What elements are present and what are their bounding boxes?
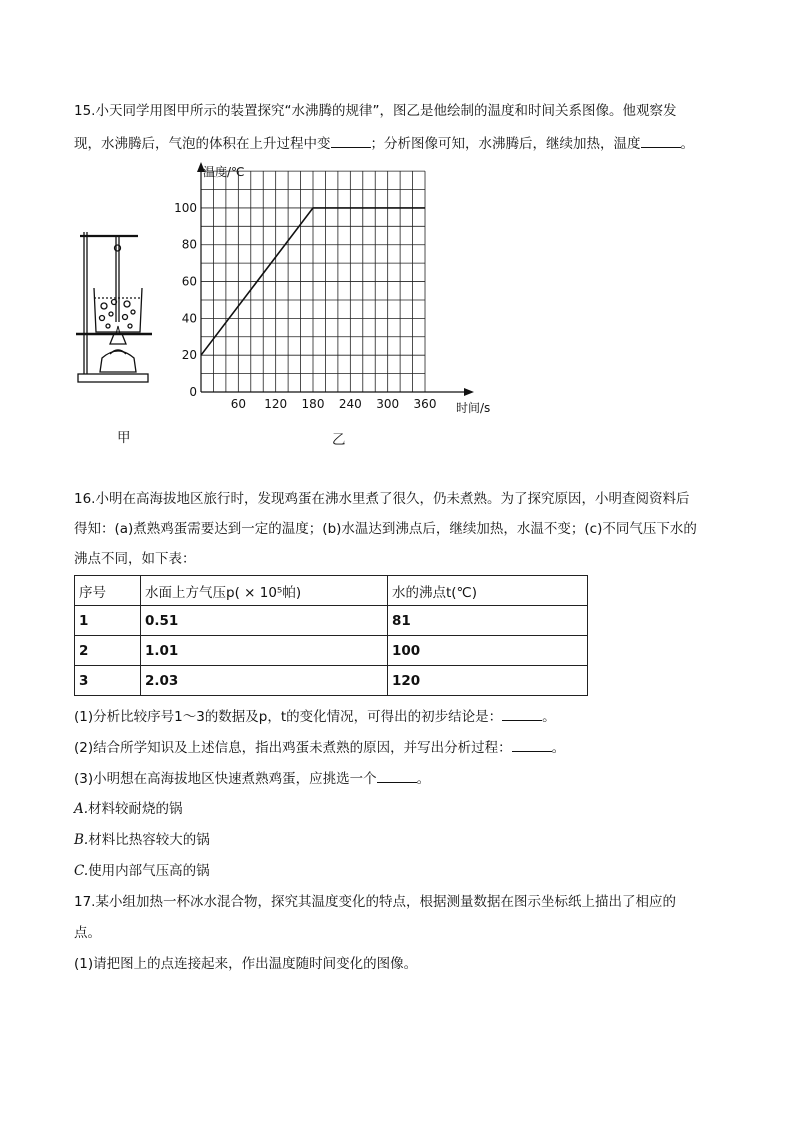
q15-line2 [74, 133, 694, 154]
table-row [75, 666, 588, 696]
table-cell: 0.51 [141, 606, 388, 636]
apparatus-figure [70, 222, 170, 392]
table-cell: 2.03 [141, 666, 388, 696]
x-tick-label: 300 [376, 397, 400, 411]
q16-option-c[interactable] [74, 861, 210, 881]
table-cell: 1 [75, 606, 141, 636]
table-cell: 2 [75, 636, 141, 666]
table-header-row [75, 576, 588, 606]
q16-sub3-text: (3)小明想在高海拔地区快速煮熟鸡蛋，应挑选一个 [74, 771, 377, 787]
y-tick-label: 60 [181, 274, 197, 289]
table-header-cell: 水面上方气压p( × 10⁵帕) [141, 576, 388, 606]
y-tick-label: 40 [181, 311, 197, 326]
q16-answer-blank-2[interactable] [512, 737, 552, 752]
q16-line1: 16.小明在高海拔地区旅行时，发现鸡蛋在沸水里煮了很久，仍未煮熟。为了探究原因，小明查阅资料后 [74, 491, 690, 507]
table-row [75, 636, 588, 666]
table-cell: 100 [388, 636, 588, 666]
x-tick-label: 360 [413, 397, 437, 411]
q16-line2: 得知：(a)煮熟鸡蛋需要达到一定的温度；(b)水温达到沸点后，继续加热，水温不变；(c)不同气压下水的 [74, 521, 697, 537]
x-tick-label: 180 [301, 397, 325, 411]
q15-answer-blank-1[interactable] [331, 133, 371, 148]
option-c-letter: C. [74, 863, 89, 879]
q15-line2-end: 。 [680, 136, 694, 152]
q16-sub2-text: (2)结合所学知识及上述信息，指出鸡蛋未煮熟的原因，并写出分析过程： [74, 740, 512, 756]
q16-sub2-end: 。 [551, 740, 566, 756]
option-a-text: 材料较耐烧的锅 [88, 801, 183, 817]
y-tick-label: 100 [174, 200, 197, 215]
table-cell: 81 [388, 606, 588, 636]
temperature-time-chart [174, 160, 498, 430]
x-axis-arrow [464, 388, 474, 396]
q15-line2-part1: 现，水沸腾后，气泡的体积在上升过程中变 [74, 136, 331, 152]
x-axis-label: 时间/s [456, 401, 491, 415]
q15-answer-blank-2[interactable] [641, 133, 681, 148]
table-row [75, 606, 588, 636]
q15-line2-part2: ；分析图像可知，水沸腾后，继续加热，温度 [370, 136, 641, 152]
table-header-cell: 水的沸点t(℃) [388, 576, 588, 606]
origin-label: 0 [189, 385, 197, 399]
y-tick-label: 20 [181, 348, 197, 363]
x-tick-label: 120 [264, 397, 288, 411]
option-b-letter: B. [74, 832, 89, 848]
option-b-text: 材料比热容较大的锅 [88, 832, 210, 848]
q16-option-b[interactable] [74, 830, 210, 850]
option-a-letter: A. [74, 801, 89, 817]
q16-sub3-end: 。 [416, 771, 431, 787]
q16-answer-blank-3[interactable] [377, 768, 417, 783]
q16-sub1-text: (1)分析比较序号1～3的数据及p，t的变化情况，可得出的初步结论是： [74, 709, 503, 725]
table-cell: 1.01 [141, 636, 388, 666]
q15-line1: 15.小天同学用图甲所示的装置探究“水沸腾的规律”，图乙是他绘制的温度和时间关系图像。他观察发 [74, 103, 677, 119]
q16-sub1-end: 。 [542, 709, 556, 725]
q17-line2: 点。 [74, 925, 101, 941]
x-tick-label: 60 [230, 397, 246, 411]
table-cell: 120 [388, 666, 588, 696]
y-tick-label: 80 [181, 237, 197, 252]
table-cell: 3 [75, 666, 141, 696]
figure-label-jia: 甲 [117, 430, 131, 446]
figure-label-yi: 乙 [332, 432, 346, 448]
boiling-point-table [74, 575, 588, 696]
x-tick-label: 240 [338, 397, 362, 411]
table-header-cell: 序号 [75, 576, 141, 606]
q16-sub3 [74, 768, 430, 789]
q16-sub2 [74, 737, 565, 758]
option-c-text: 使用内部气压高的锅 [88, 863, 210, 879]
q16-sub1 [74, 706, 556, 727]
y-axis-label: 温度/℃ [203, 165, 245, 179]
q16-answer-blank-1[interactable] [502, 706, 542, 721]
q17-sub1: (1)请把图上的点连接起来，作出温度随时间变化的图像。 [74, 956, 418, 972]
q17-line1: 17.某小组加热一杯冰水混合物，探究其温度变化的特点，根据测量数据在图示坐标纸上描出了相应的 [74, 894, 676, 910]
q16-line3: 沸点不同，如下表： [74, 551, 196, 567]
q16-option-a[interactable] [74, 799, 183, 819]
